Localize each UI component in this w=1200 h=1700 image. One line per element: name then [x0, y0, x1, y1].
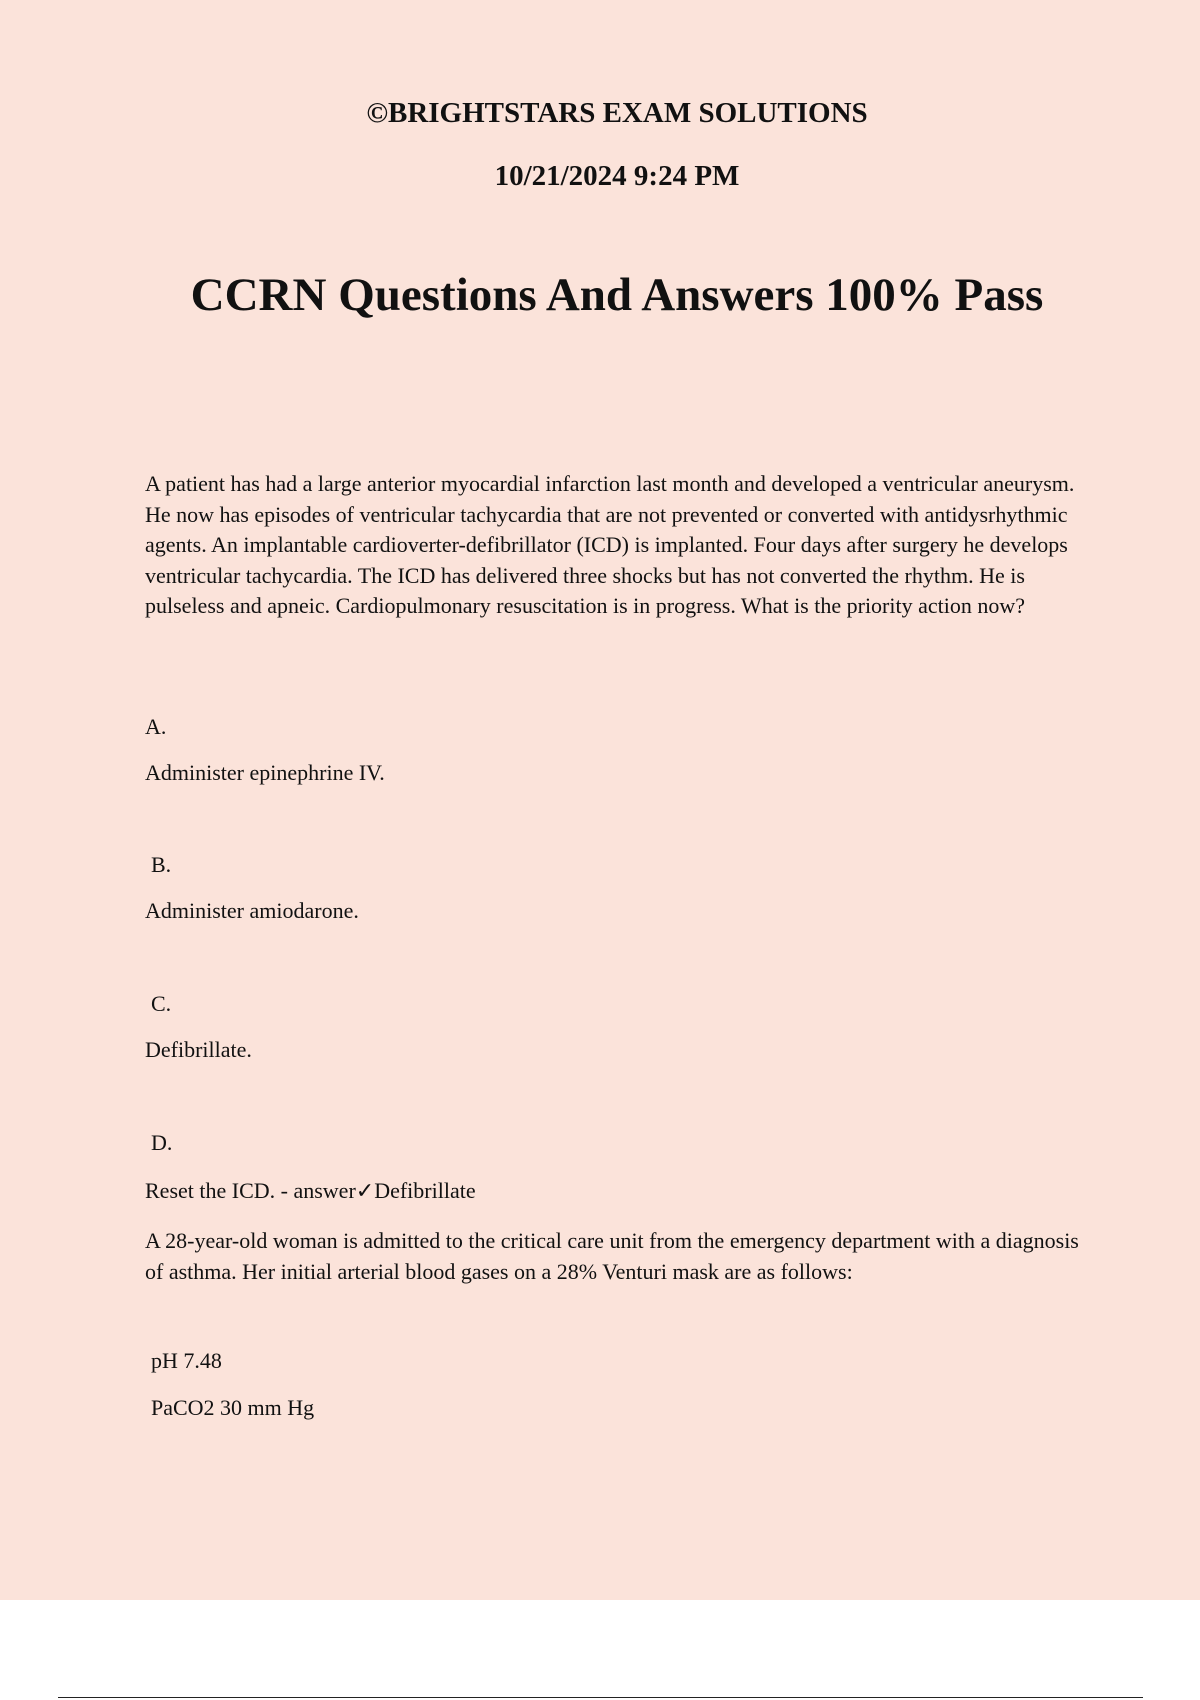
option-b-text: Administer amiodarone.: [145, 898, 359, 923]
option-d-text-with-answer: Reset the ICD. - answer✓Defibrillate: [145, 1178, 476, 1203]
option-d-label: D.: [151, 1130, 173, 1155]
lab-value-paco2: PaCO2 30 mm Hg: [151, 1395, 315, 1420]
option-b-label: B.: [151, 852, 172, 877]
question-1-text: A patient has had a large anterior myocardial infarction last month and developed a ventricular aneurysm. He now has episodes of ventricular tachycardia that are not prevented or converted with antidysrhythmic agents. An implantable cardioverter-defibrillator (ICD) is implanted. Four days after surgery he develops ventricular tachycardia. The ICD has delivered three shocks but has not converted the rhythm. He is pulseless and apneic. Cardiopulmonary resuscitation is in progress. What is the priority action now?: [145, 471, 1075, 618]
question-2-text: A 28-year-old woman is admitted to the critical care unit from the emergency department with a diagnosis of asthma. Her initial arterial blood gases on a 28% Venturi mask are as follows:: [145, 1228, 1079, 1284]
brand-header: ©BRIGHTSTARS EXAM SOLUTIONS: [366, 97, 868, 129]
option-a-label: A.: [145, 714, 167, 739]
option-c-label: C.: [151, 991, 172, 1016]
page-divider: [58, 1697, 1143, 1698]
option-a-text: Administer epinephrine IV.: [145, 760, 385, 785]
lab-value-ph: pH 7.48: [151, 1348, 222, 1373]
document-title: CCRN Questions And Answers 100% Pass: [190, 269, 1044, 321]
document-datetime: 10/21/2024 9:24 PM: [494, 160, 740, 192]
option-c-text: Defibrillate.: [145, 1037, 252, 1062]
